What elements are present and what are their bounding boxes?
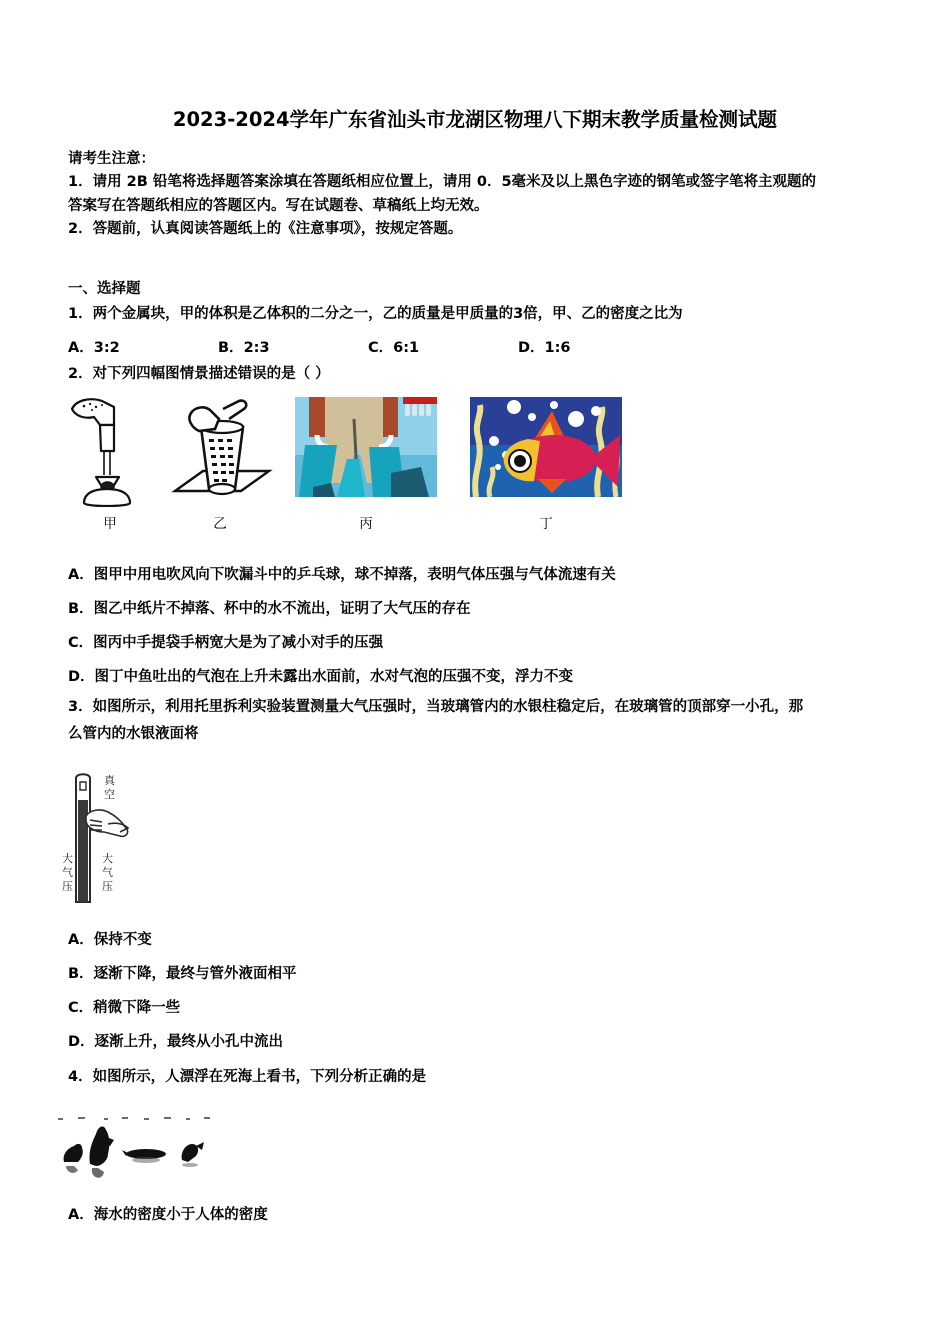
figure-label-jia: 甲 xyxy=(103,516,117,532)
question-1-stem xyxy=(68,302,886,327)
question-3-stem xyxy=(68,700,886,741)
figure-jia-hairdryer-funnel xyxy=(70,395,160,511)
question-4-option-a[interactable] xyxy=(68,1203,268,1224)
question-2-option-d[interactable] xyxy=(68,665,573,686)
option-letter: D． xyxy=(68,1034,95,1050)
question-2-text: 对下列四幅图情景描述错误的是（ ） xyxy=(92,366,330,382)
option-letter: B． xyxy=(68,966,94,982)
question-1-options xyxy=(68,336,886,358)
svg-text:压: 压 xyxy=(102,880,113,893)
question-1-text: 两个金属块，甲的体积是乙体积的二分之一，乙的质量是甲质量的3倍，甲、乙的密度之比为 xyxy=(92,306,683,322)
question-3-option-b[interactable] xyxy=(68,962,297,983)
option-letter: D． xyxy=(518,340,545,356)
torricelli-tube-diagram xyxy=(60,770,190,910)
question-2-figure-strip xyxy=(60,395,660,540)
option-letter: C． xyxy=(68,1000,94,1016)
question-3-option-c[interactable] xyxy=(68,996,180,1017)
option-letter: C． xyxy=(68,635,94,651)
option-letter: A． xyxy=(68,340,94,356)
option-text: 图乙中纸片不掉落、杯中的水不流出，证明了大气压的存在 xyxy=(93,601,471,617)
svg-text:压: 压 xyxy=(62,880,73,893)
figure-bing-carrying-bags-photo xyxy=(295,397,437,497)
question-3-option-d[interactable] xyxy=(68,1030,283,1051)
person-carrying-bags-photo xyxy=(295,397,437,497)
question-3-option-a[interactable] xyxy=(68,928,152,949)
question-2-option-b[interactable] xyxy=(68,597,471,618)
option-letter: A． xyxy=(68,567,94,583)
option-text: 逐渐下降，最终与管外液面相平 xyxy=(93,966,297,982)
page-title: 2023-2024学年广东省汕头市龙湖区物理八下期末教学质量检测试题 xyxy=(172,108,778,131)
question-3-text-line-1: 如图所示，利用托里拆利实验装置测量大气压强时，当玻璃管内的水银柱稳定后，在玻璃管的顶部穿一小孔，那 xyxy=(92,699,804,715)
notice-item-2: 2．答题前，认真阅读答题纸上的《注意事项》，按规定答题。 xyxy=(68,221,463,238)
option-text: 3:2 xyxy=(93,340,120,356)
option-text: 图甲中用电吹风向下吹漏斗中的乒乓球，球不掉落，表明气体压强与气体流速有关 xyxy=(93,567,616,583)
question-1-option-c[interactable] xyxy=(368,336,419,357)
question-2-number: 2． xyxy=(68,366,93,382)
question-2-option-a[interactable] xyxy=(68,563,616,584)
question-1-option-d[interactable] xyxy=(518,336,571,357)
notice-item-1: 1．请用 2B 铅笔将选择题答案涂填在答题纸相应位置上，请用 0．5毫米及以上黑色字迹的钢笔或签字笔将主观题的 xyxy=(68,174,817,191)
question-4-text: 如图所示，人漂浮在死海上看书，下列分析正确的是 xyxy=(92,1069,427,1085)
option-text: 保持不变 xyxy=(93,932,152,948)
option-letter: A． xyxy=(68,1207,94,1223)
option-text: 图丙中手提袋手柄宽大是为了减小对手的压强 xyxy=(93,635,384,651)
svg-text:大: 大 xyxy=(62,852,73,865)
dead-sea-floating-photo xyxy=(52,1112,242,1184)
question-4-stem xyxy=(68,1065,886,1090)
question-1-option-a[interactable] xyxy=(68,336,120,357)
question-3-options xyxy=(68,928,886,1048)
question-3-text-line-2: 么管内的水银液面将 xyxy=(68,725,199,742)
question-2-option-c[interactable] xyxy=(68,631,383,652)
figure-yi-inverted-cup xyxy=(165,395,280,514)
notice-item-1-continued: 答案写在答题纸相应的答题区内。写在试题卷、草稿纸上均无效。 xyxy=(68,197,489,214)
question-3-number: 3． xyxy=(68,699,93,715)
figure-label-bing: 丙 xyxy=(359,516,373,532)
svg-text:气: 气 xyxy=(102,866,113,879)
option-text: 1:6 xyxy=(544,340,571,356)
question-2-stem xyxy=(68,362,886,387)
goldfish-crayon-drawing xyxy=(470,397,622,497)
svg-text:空: 空 xyxy=(104,788,115,801)
figure-label-yi: 乙 xyxy=(213,516,227,532)
figure-ding-goldfish-drawing xyxy=(470,397,622,497)
question-4-options xyxy=(68,1203,886,1229)
exam-notice-block xyxy=(68,148,886,242)
option-text: 海水的密度小于人体的密度 xyxy=(93,1207,268,1223)
option-letter: B． xyxy=(218,340,244,356)
figure-label-ding: 丁 xyxy=(539,516,553,532)
question-4-number: 4． xyxy=(68,1069,93,1085)
option-text: 2:3 xyxy=(243,340,270,356)
option-text: 稍微下降一些 xyxy=(93,1000,181,1016)
option-text: 图丁中鱼吐出的气泡在上升未露出水面前，水对气泡的压强不变，浮力不变 xyxy=(94,669,574,685)
question-1-option-b[interactable] xyxy=(218,336,270,357)
question-2-options xyxy=(68,563,886,683)
question-4-figure xyxy=(52,1112,242,1184)
svg-text:大: 大 xyxy=(102,852,113,865)
option-letter: B． xyxy=(68,601,94,617)
notice-heading: 请考生注意： xyxy=(68,151,155,167)
section-heading-multiple-choice: 一、选择题 xyxy=(68,281,141,297)
option-letter: C． xyxy=(368,340,394,356)
svg-text:真: 真 xyxy=(104,774,115,787)
option-text: 6:1 xyxy=(393,340,420,356)
inverted-cup-paper-icon xyxy=(165,395,280,510)
option-text: 逐渐上升，最终从小孔中流出 xyxy=(94,1034,284,1050)
question-3-figure xyxy=(60,770,190,910)
option-letter: A． xyxy=(68,932,94,948)
svg-text:气: 气 xyxy=(62,866,73,879)
question-1-number: 1． xyxy=(68,306,93,322)
hairdryer-funnel-ball-icon xyxy=(70,395,160,507)
option-letter: D． xyxy=(68,669,95,685)
